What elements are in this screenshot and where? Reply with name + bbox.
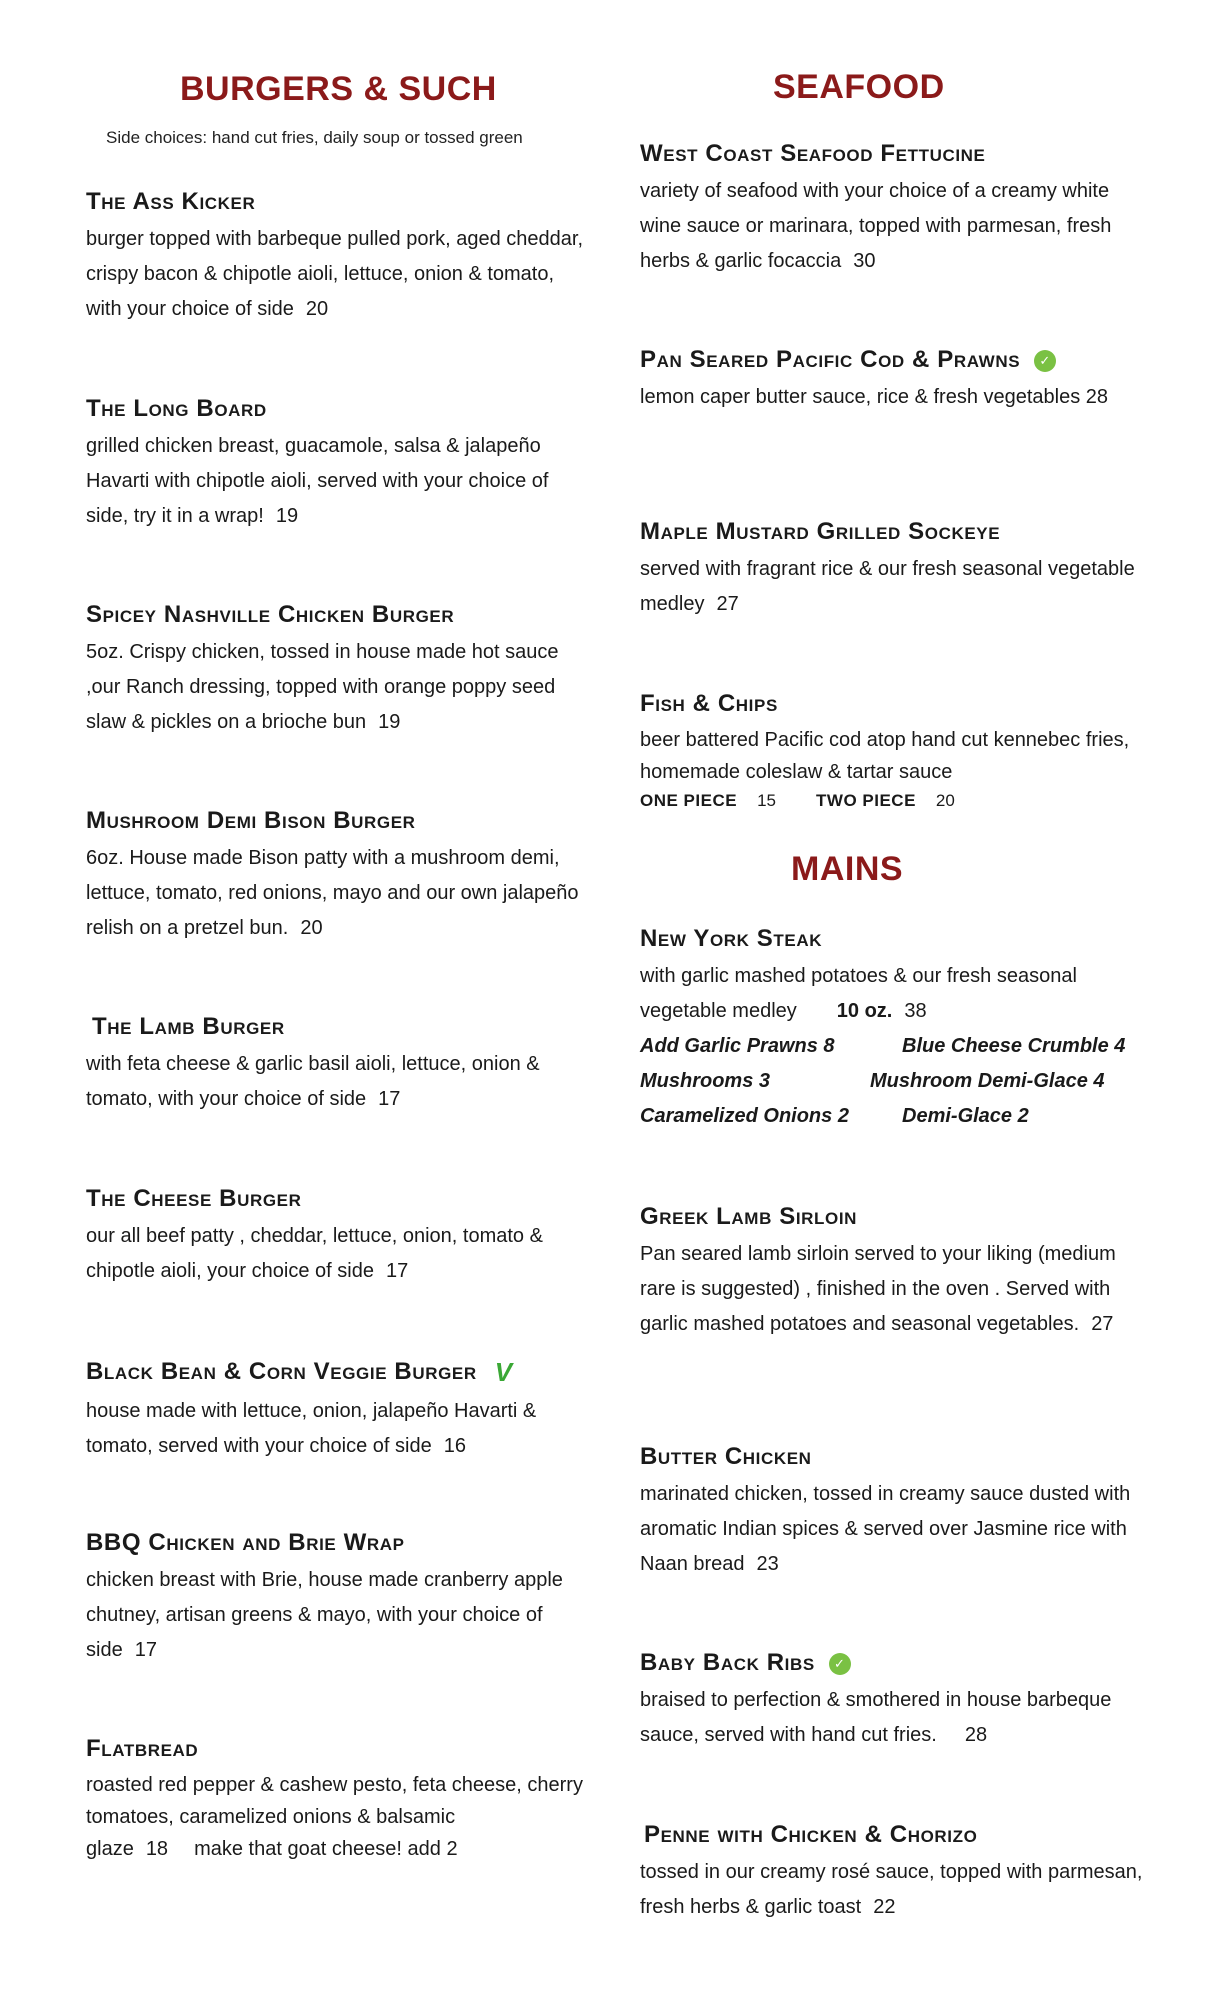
addon: Caramelized Onions 2 [640,1105,849,1127]
item-name: Flatbread [86,1735,199,1762]
addon: Demi-Glace 2 [902,1105,1029,1127]
item-price: 20 [305,298,329,320]
gluten-free-icon: ✓ [1034,350,1056,372]
item-desc: house made with lettuce, onion, jalapeño Havarti & tomato, served with your choice of side 16 [86,1400,537,1457]
item-price: 19 [378,711,401,733]
item-price: 19 [275,505,299,527]
menu-item-bbq-wrap [86,1529,586,1668]
menu-item-veggie-burger [86,1357,586,1464]
item-price: 28 [1085,386,1109,408]
addon: Mushroom Demi-Glace 4 [870,1070,1105,1092]
item-price: 27 [716,593,739,615]
item-name: The Cheese Burger [86,1185,302,1212]
item-desc: 6oz. House made Bison patty with a mushroom demi, lettuce, tomato, red onions, mayo and our own jalapeño relish on a pretzel bun. 20 [86,847,579,939]
item-desc: with feta cheese & garlic basil aioli, lettuce, onion & tomato, with your choice of side 17 [86,1053,540,1110]
item-price: 27 [1091,1313,1114,1335]
vegetarian-icon: V [494,1357,513,1387]
menu-item-lamb-burger [86,1013,592,1117]
item-name: Spicey Nashville Chicken Burger [86,601,455,628]
item-desc: lemon caper butter sauce, rice & fresh vegetables 28 [640,386,1109,408]
item-name: Baby Back Ribs ✓ [640,1649,1150,1677]
item-desc: Pan seared lamb sirloin served to your liking (medium rare is suggested) , finished in the oven . Served with garlic mashed potatoes and seasonal vegetables. 27 [640,1243,1116,1335]
item-desc: roasted red pepper & cashew pesto, feta cheese, cherry tomatoes, caramelized onions & balsamic glaze 18 make that goat cheese! add 2 [86,1774,583,1860]
item-desc: beer battered Pacific cod atop hand cut kennebec fries, homemade coleslaw & tartar sauce [640,729,1130,783]
item-name: The Long Board [86,395,267,422]
section-title-seafood: SEAFOOD [773,68,945,106]
item-name: Black Bean & Corn Veggie Burger V [86,1357,513,1387]
item-name: Penne with Chicken & Chorizo [644,1821,978,1848]
item-desc: burger topped with barbeque pulled pork, aged cheddar, crispy bacon & chipotle aioli, lettuce, onion & tomato, with your choice of side 20 [86,228,584,320]
item-desc: served with fragrant rice & our fresh seasonal vegetable medley 27 [640,558,1135,615]
item-name: Fish & Chips [640,690,778,717]
section-title-mains: MAINS [791,850,904,888]
menu-item-cheese-burger [86,1185,586,1289]
steak-addons [640,1029,1150,1134]
item-name: Pan Seared Pacific Cod & Prawns ✓ [640,346,1150,374]
item-desc: braised to perfection & smothered in house barbeque sauce, served with hand cut fries. 28 [640,1689,1112,1746]
item-price: 28 [964,1724,988,1746]
item-price: 17 [385,1260,409,1282]
item-desc: our all beef patty , cheddar, lettuce, onion, tomato & chipotle aioli, your choice of side 17 [86,1225,543,1282]
gluten-free-icon: ✓ [829,1653,851,1675]
one-piece-price: 15 [757,791,777,810]
item-price: 17 [378,1088,401,1110]
menu-item-nashville-chicken [86,601,586,740]
menu-item-bison-burger [86,807,586,946]
item-name: New York Steak [640,925,823,952]
item-price: 30 [853,250,876,272]
addon: Mushrooms 3 [640,1070,771,1092]
menu-item-penne [640,1821,1154,1925]
item-extra: make that goat cheese! add 2 [194,1838,458,1860]
item-price: 22 [873,1896,896,1918]
item-price: 18 [145,1838,169,1860]
item-name: Maple Mustard Grilled Sockeye [640,518,1001,545]
menu-item-greek-lamb [640,1203,1150,1342]
item-price: 38 [904,1000,927,1022]
item-desc: 5oz. Crispy chicken, tossed in house made hot sauce ,our Ranch dressing, topped with orange poppy seed slaw & pickles on a brioche bun 19 [86,641,559,733]
item-desc: variety of seafood with your choice of a creamy white wine sauce or marinara, topped with parmesan, fresh herbs & garlic focaccia 30 [640,180,1112,272]
item-desc: marinated chicken, tossed in creamy sauce dusted with aromatic Indian spices & served over Jasmine rice with Naan bread 23 [640,1483,1131,1575]
menu-item-ny-steak [640,925,1150,1134]
item-name: West Coast Seafood Fettucine [640,140,986,167]
item-name: Butter Chicken [640,1443,812,1470]
section-subtitle-sides: Side choices: hand cut fries, daily soup or tossed green [106,128,523,147]
item-desc: chicken breast with Brie, house made cranberry apple chutney, artisan greens & mayo, with your choice of side 17 [86,1569,563,1661]
menu-item-cod-prawns [640,346,1150,415]
item-desc: with garlic mashed potatoes & our fresh seasonal vegetable medley 10 oz. 38 [640,965,1077,1022]
menu-item-flatbread [86,1735,586,1865]
menu-item-fish-chips [640,690,1150,814]
piece-options [640,788,1150,814]
item-desc: tossed in our creamy rosé sauce, topped with parmesan, fresh herbs & garlic toast 22 [640,1861,1143,1918]
menu-item-butter-chicken [640,1443,1150,1582]
item-desc: grilled chicken breast, guacamole, salsa & jalapeño Havarti with chipotle aioli, served with your choice of side, try it in a wrap! 19 [86,435,549,527]
item-name: Greek Lamb Sirloin [640,1203,858,1230]
two-piece-label: TWO PIECE [816,791,916,810]
item-name: Mushroom Demi Bison Burger [86,807,416,834]
addon: Blue Cheese Crumble 4 [902,1035,1126,1057]
item-name: The Ass Kicker [86,188,256,215]
two-piece-price: 20 [935,791,955,810]
one-piece-label: ONE PIECE [640,791,738,810]
section-title-burgers: BURGERS & SUCH [180,70,497,108]
item-name: The Lamb Burger [92,1013,285,1040]
item-price: 17 [134,1639,157,1661]
steak-size: 10 oz. [836,1000,893,1022]
item-price: 23 [756,1553,779,1575]
addon: Add Garlic Prawns 8 [640,1035,835,1057]
menu-item-baby-back-ribs [640,1649,1150,1753]
item-name: BBQ Chicken and Brie Wrap [86,1529,405,1556]
menu-item-ass-kicker [86,188,586,327]
menu-item-long-board [86,395,586,534]
item-price: 16 [443,1435,466,1457]
menu-item-seafood-fettucine [640,140,1150,279]
item-price: 20 [300,917,323,939]
menu-item-sockeye [640,518,1150,622]
